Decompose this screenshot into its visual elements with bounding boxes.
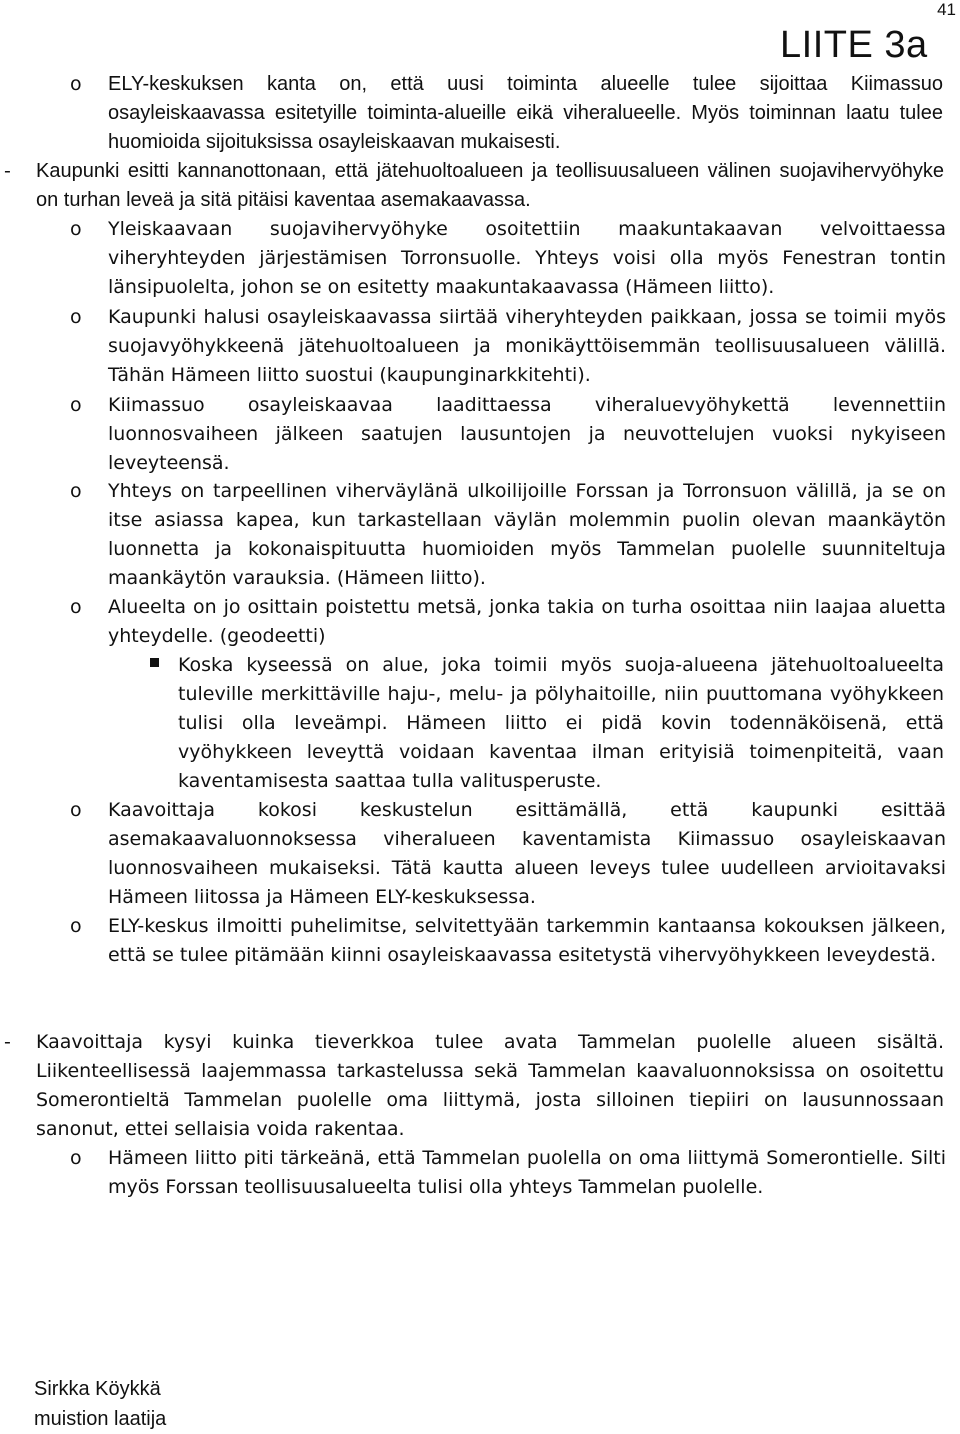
list-item-text: ELY-keskuksen kanta on, että uusi toiminta alueelle tulee sijoittaa Kiimassuo osayleiskaavassa esitetyille toiminta-alueille eikä viheralueelle. Myös toiminnan laatu tulee huomioida sijoituksissa osayleiskaavan mukaisesti.	[108, 73, 943, 153]
page-number: 41	[937, 0, 956, 19]
list-item-text: Kaupunki halusi osayleiskaavassa siirtää viheryhteyden paikkaan, jossa se toimii myös suojavyöhykkeenä jätehuoltoalueen ja monikäyttöisemmän teollisuusalueen välillä. Tähän Hämeen liitto suostui (kaupunginarkkitehti).	[108, 306, 946, 386]
author-name: Sirkka Köykkä	[34, 1378, 161, 1400]
list-marker: o	[70, 73, 82, 95]
dash-marker: -	[4, 1031, 11, 1053]
square-bullet-icon	[150, 658, 159, 667]
dash-marker: -	[4, 160, 11, 182]
signature-block	[34, 1374, 166, 1434]
list-item-text: Alueelta on jo osittain poistettu metsä, jonka takia on turha osoittaa niin laajaa aluetta yhteydelle. (geodeetti)	[108, 596, 946, 647]
author-role: muistion laatija	[34, 1408, 167, 1430]
list-item-text: Koska kyseessä on alue, joka toimii myös suoja-alueena jätehuoltoalueelta tuleville merkittäville haju-, melu- ja pölyhaitoille, niin puuttomana vyöhykkeen tulisi olla leveämpi. Hämeen liitto ei pidä kovin todennäköisenä, että vyöhykkeen leveyttä voidaan kaventaa ilman erityisiä toimenpiteitä, vaan kaventamisesta saattaa tulla valitusperuste.	[178, 654, 944, 792]
list-item-text: Kiimassuo osayleiskaavaa laadittaessa viheraluevyöhykettä levennettiin luonnosvaiheen jälkeen saatujen lausuntojen ja neuvottelujen vuoksi nykyiseen leveyteensä.	[108, 394, 946, 474]
list-marker: o	[70, 394, 82, 416]
list-item-text: Hämeen liitto piti tärkeänä, että Tammelan puolella on oma liittymä Somerontielle. Silti myös Forssan teollisuusalueelta tulisi olla yhteys Tammelan puolelle.	[108, 1147, 946, 1198]
list-marker: o	[70, 596, 82, 618]
list-marker: o	[70, 915, 82, 937]
list-item-text: ELY-keskus ilmoitti puhelimitse, selvitettyään tarkemmin kantaansa kokouksen jälkeen, että se tulee pitämään kiinni osayleiskaavassa esitetystä vihervyöhykkeen leveydestä.	[108, 915, 946, 966]
list-item-text: Yleiskaavaan suojavihervyöhyke osoitettiin maakuntakaavan velvoittaessa viheryhteyden järjestämisen Torronsuolle. Yhteys voisi olla myös Fenestran tontin länsipuolelta, johon se on esitetty maakuntakaavassa (Hämeen liitto).	[108, 218, 946, 298]
appendix-title: LIITE 3a	[780, 24, 928, 66]
list-marker: o	[70, 1147, 82, 1169]
list-item-text: Kaupunki esitti kannanottonaan, että jätehuoltoalueen ja teollisuusalueen välinen suojavihervyöhyke on turhan leveä ja sitä pitäisi kaventaa asemakaavassa.	[36, 160, 944, 211]
list-marker: o	[70, 218, 82, 240]
list-marker: o	[70, 799, 82, 821]
list-item-text: Kaavoittaja kokosi keskustelun esittämällä, että kaupunki esittää asemakaavaluonnoksessa viheralueen kaventamista Kiimassuo osayleiskaavan luonnosvaiheen mukaiseksi. Tätä kautta alueen leveys tulee uudelleen arvioitavaksi Hämeen liitossa ja Hämeen ELY-keskuksessa.	[108, 799, 946, 908]
list-item-text: Yhteys on tarpeellinen viherväylänä ulkoilijoille Forssan ja Torronsuon välillä, ja se on itse asiassa kapea, kun tarkastellaan väylän molemmin puolin olevan maankäytön luonnetta ja kokonaispituutta huomioiden myös Tammelan puolelle suunniteltuja maankäytön varauksia. (Hämeen liitto).	[108, 480, 946, 589]
list-marker: o	[70, 480, 82, 502]
list-item-text: Kaavoittaja kysyi kuinka tieverkkoa tulee avata Tammelan puolelle alueen sisältä. Liikenteellisessä laajemmassa tarkastelussa sekä Tammelan kaavaluonnoksissa on osoitettu Somerontieltä Tammelan puolelle oma liittymä, josta silloinen tiepiiri on lausunnossaan sanonut, ettei sellaisia voida rakentaa.	[36, 1031, 944, 1140]
list-marker: o	[70, 306, 82, 328]
